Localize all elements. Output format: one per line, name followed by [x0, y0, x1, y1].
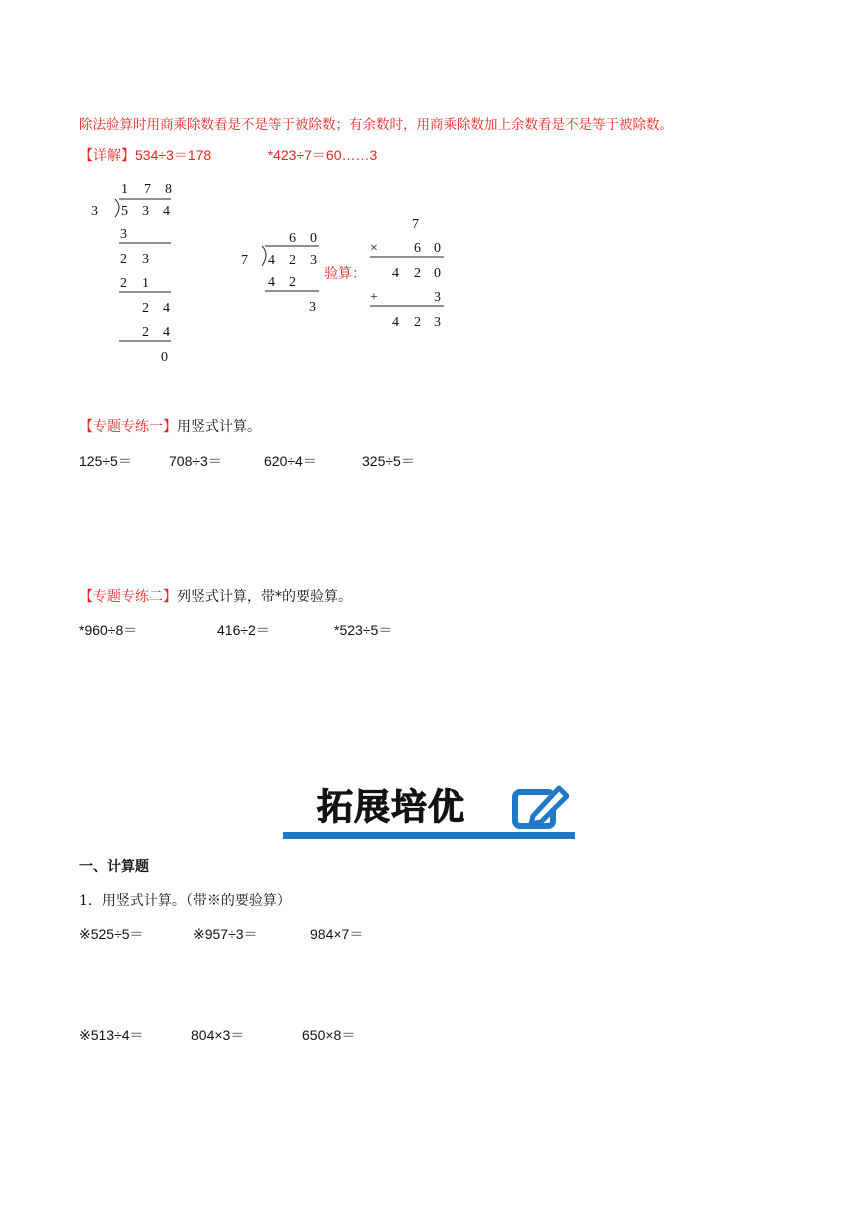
- ld2-d-3: 3: [310, 253, 317, 268]
- v-6: 6: [414, 241, 421, 256]
- practice2-problem-1: *960÷8＝: [79, 622, 138, 638]
- practice2-problem-2: 416÷2＝: [217, 622, 270, 638]
- v-0a: 0: [434, 266, 441, 281]
- ld2-q-1: 6: [289, 231, 296, 246]
- s1-row1-problem-3: 984×7＝: [310, 926, 364, 942]
- ld2-q-2: 0: [310, 231, 317, 246]
- detail-line: [79, 145, 377, 165]
- practice2-problem-3: *523÷5＝: [334, 622, 393, 638]
- ld2-s1b: 2: [289, 275, 296, 290]
- v-3: 3: [434, 290, 441, 305]
- banner: [283, 782, 575, 844]
- v-2b: 2: [414, 315, 421, 330]
- ld2-s1a: 4: [268, 275, 275, 290]
- ld1-d-1: 5: [121, 204, 128, 219]
- banner-title: 拓展培优: [317, 786, 466, 827]
- practice1-problem-1: 125÷5＝: [79, 453, 132, 469]
- practice1-problem-4: 325÷5＝: [362, 453, 415, 469]
- ld1-s3b: 1: [142, 276, 149, 291]
- v-0: 0: [434, 241, 441, 256]
- ld1-s2a: 2: [120, 252, 127, 267]
- ld1-d-3: 4: [163, 204, 170, 219]
- s1-row2-problem-3: 650×8＝: [302, 1027, 356, 1043]
- ld1-divisor: 3: [91, 204, 98, 219]
- v-3b: 3: [434, 315, 441, 330]
- s1-row1-problem-2: ※957÷3＝: [193, 926, 258, 942]
- v-4b: 4: [392, 315, 399, 330]
- v-4a: 4: [392, 266, 399, 281]
- detail-eq1: 534÷3＝178: [135, 147, 212, 163]
- ld1-s4b: 4: [163, 301, 170, 316]
- practice2-label: 【专题专练二】: [79, 589, 177, 605]
- ld1-q-2: 7: [144, 182, 151, 197]
- long-division-1: [85, 175, 205, 375]
- ld1-s4a: 2: [142, 301, 149, 316]
- ld2-divisor: 7: [241, 253, 248, 268]
- ld1-s5a: 2: [142, 325, 149, 340]
- section1-q1: 1．用竖式计算。（带※的要验算）: [79, 893, 291, 909]
- ld2-d-1: 4: [268, 253, 275, 268]
- v-times: ×: [370, 241, 378, 256]
- ld1-s3a: 2: [120, 276, 127, 291]
- practice1-label: 【专题专练一】: [79, 419, 177, 435]
- banner-underline: [283, 832, 575, 839]
- detail-eq2: *423÷7＝60……3: [267, 147, 378, 163]
- ld1-d-2: 3: [142, 204, 149, 219]
- ld1-s6: 0: [161, 350, 168, 365]
- ld2-s2: 3: [309, 300, 316, 315]
- section1-heading: 一、计算题: [79, 859, 149, 875]
- v-plus: +: [370, 290, 378, 305]
- s1-row2-problem-1: ※513÷4＝: [79, 1027, 144, 1043]
- s1-row1-problem-1: ※525÷5＝: [79, 926, 144, 942]
- practice2-instruction: 列竖式计算，带*的要验算。: [177, 589, 352, 605]
- long-division-2: [235, 224, 335, 324]
- verification-calc: [362, 210, 452, 335]
- v-2a: 2: [414, 266, 421, 281]
- ld1-q-3: 8: [165, 182, 172, 197]
- practice1-problem-3: 620÷4＝: [264, 453, 317, 469]
- ld1-s1: 3: [120, 227, 127, 242]
- pencil-square-icon: [511, 782, 569, 832]
- detail-label: 【详解】: [79, 148, 135, 164]
- verify-label: 验算：: [324, 266, 366, 282]
- ld2-d-2: 2: [289, 253, 296, 268]
- ld1-q-1: 1: [121, 182, 128, 197]
- practice1-problem-2: 708÷3＝: [169, 453, 222, 469]
- practice1-heading: [79, 416, 261, 436]
- v-7: 7: [412, 217, 419, 232]
- tip-line: 除法验算时用商乘除数看是不是等于被除数；有余数时，用商乘除数加上余数看是不是等于被除数。: [79, 117, 673, 133]
- ld1-s2b: 3: [142, 252, 149, 267]
- practice1-instruction: 用竖式计算。: [177, 419, 261, 435]
- practice2-heading: [79, 586, 352, 606]
- s1-row2-problem-2: 804×3＝: [191, 1027, 245, 1043]
- ld1-s5b: 4: [163, 325, 170, 340]
